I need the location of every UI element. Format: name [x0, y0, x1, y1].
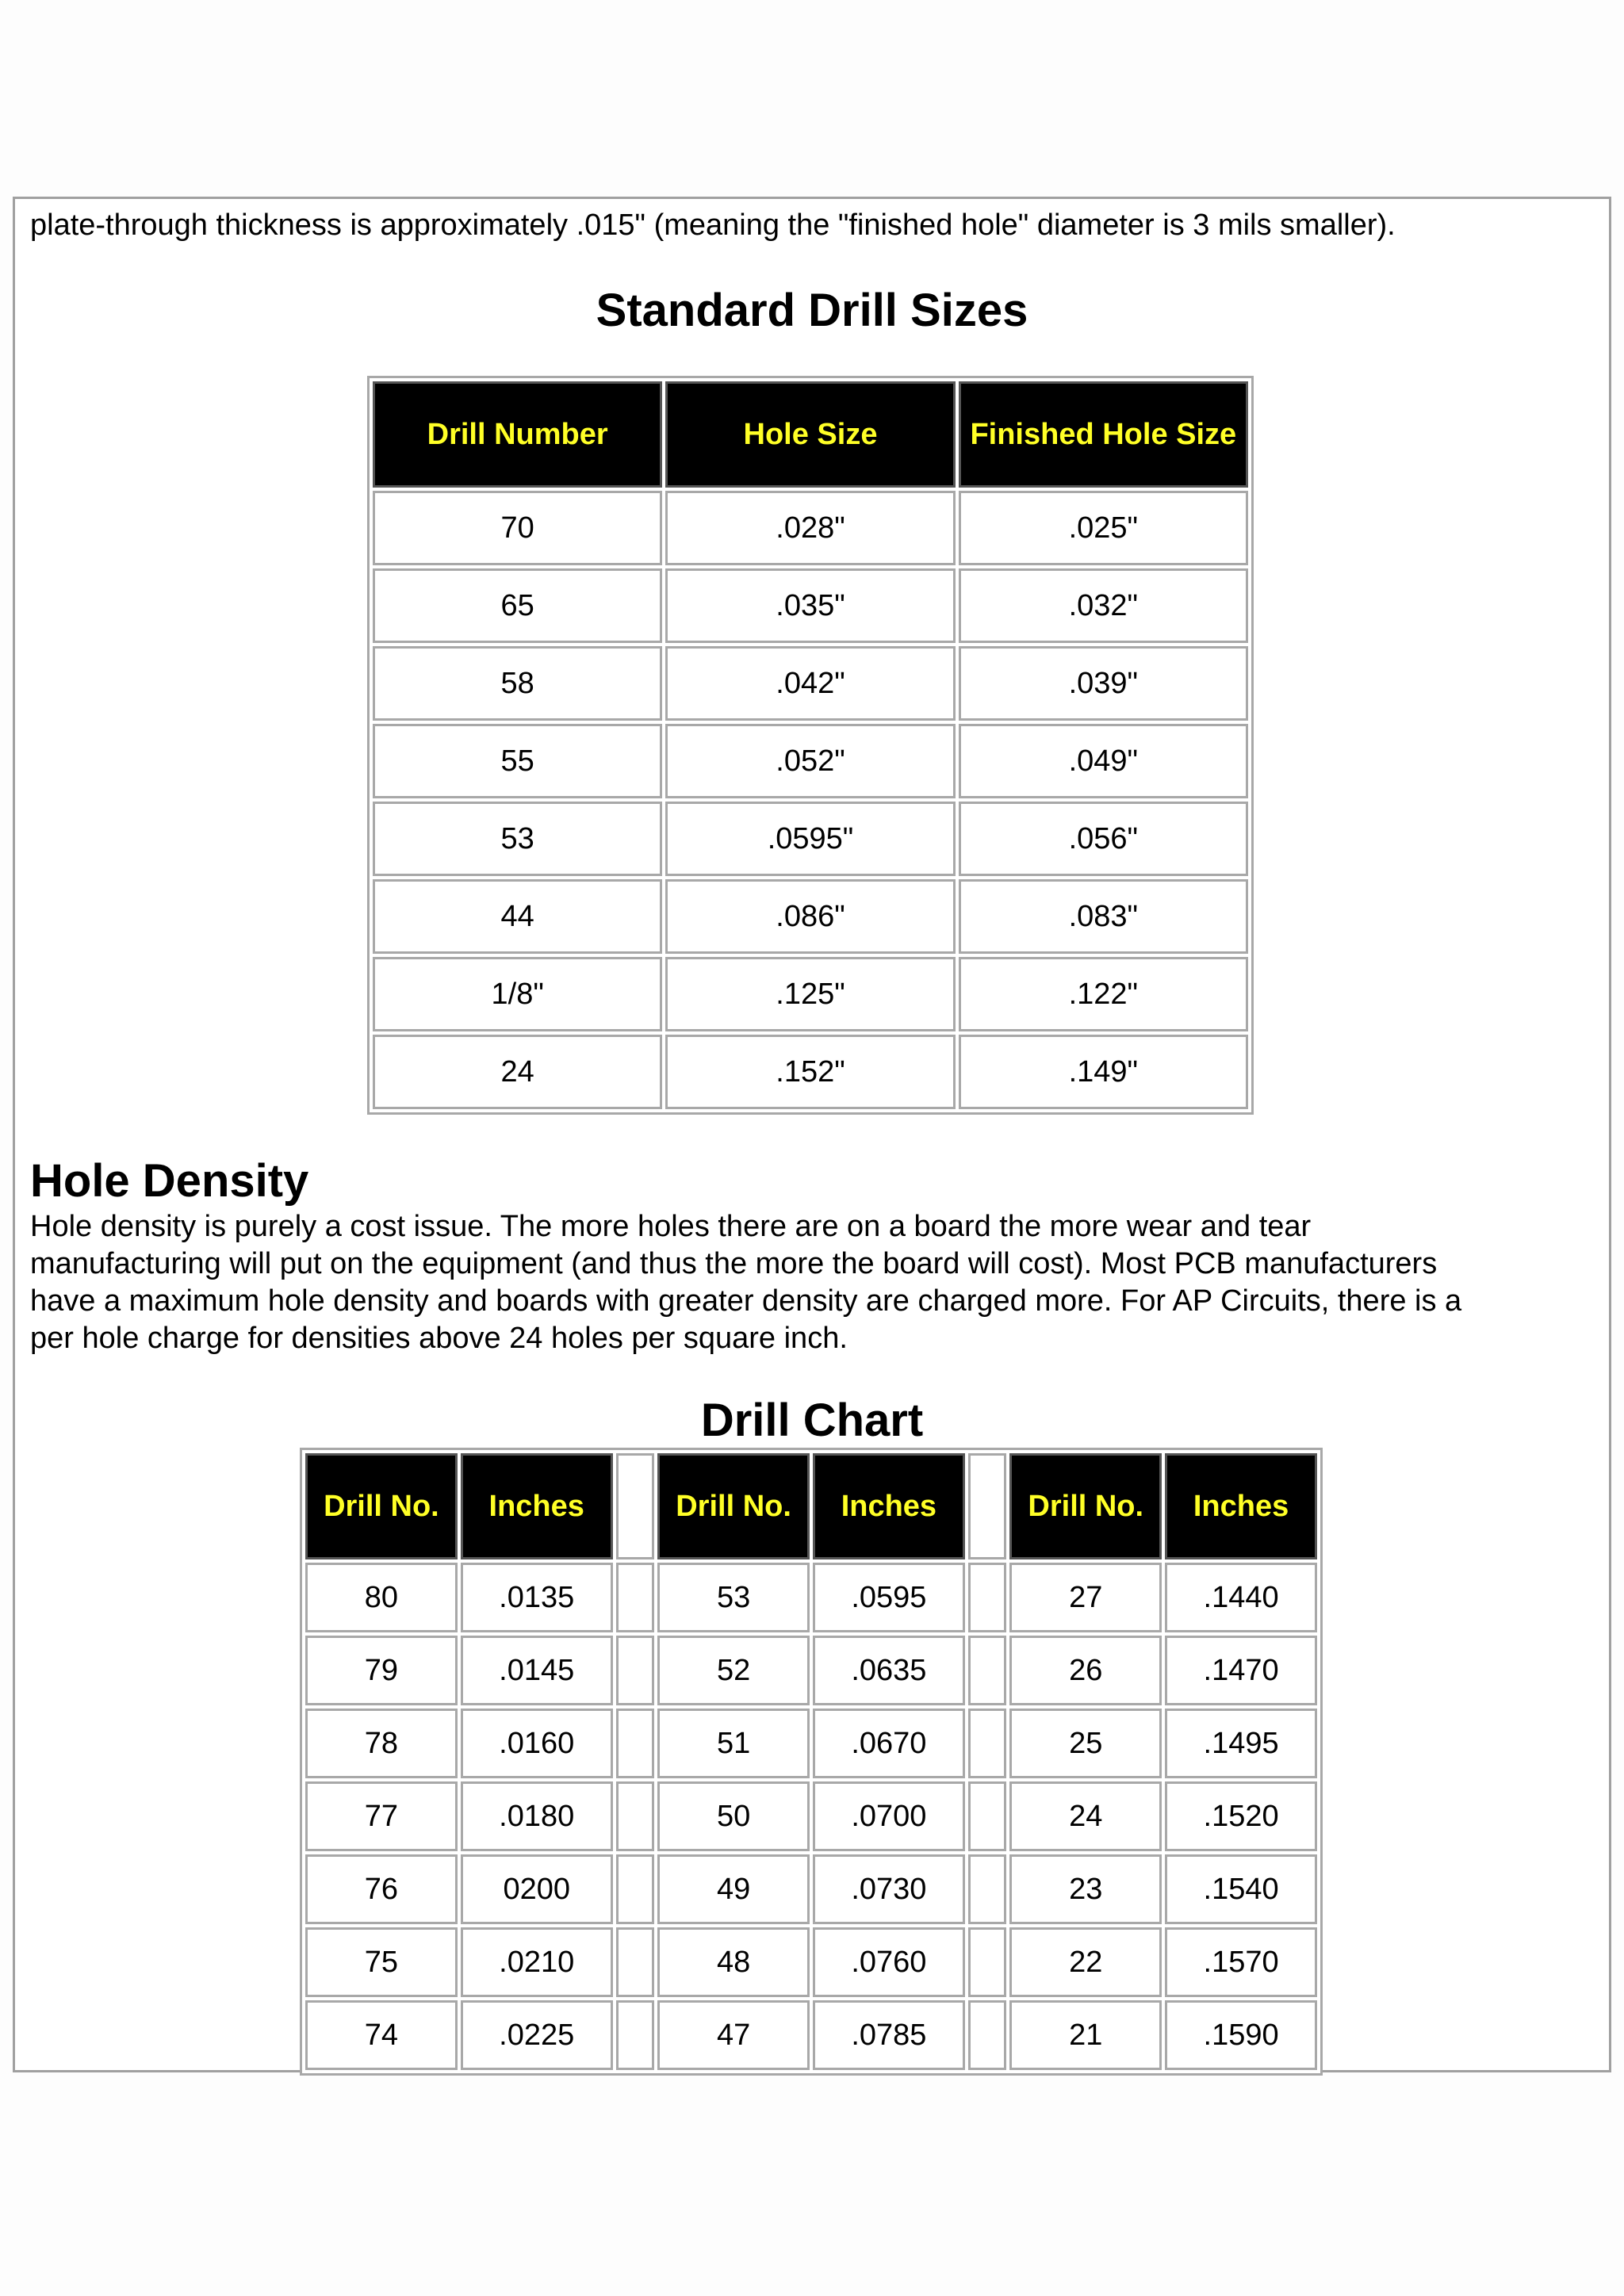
drill-no-cell: 49 — [657, 1854, 810, 1924]
drill-number-cell: 55 — [373, 724, 662, 798]
inches-cell: .0210 — [461, 1927, 613, 1997]
table-row — [373, 724, 1248, 798]
table-row — [305, 1854, 1317, 1924]
paragraph-line: per hole charge for densities above 24 holes per square inch. — [30, 1322, 848, 1355]
inches-cell: .0785 — [813, 2000, 965, 2070]
hole-size-cell: .125" — [665, 957, 955, 1031]
drill-no-cell: 51 — [657, 1709, 810, 1778]
inches-cell: .1540 — [1165, 1854, 1317, 1924]
inches-cell: .0700 — [813, 1781, 965, 1851]
table-header-row — [305, 1453, 1317, 1559]
drill-chart-title: Drill Chart — [700, 1395, 924, 1446]
paragraph-line: have a maximum hole density and boards with greater density are charged more. For AP Circuits, there is a — [30, 1284, 1462, 1318]
paragraph-line: Hole density is purely a cost issue. The more holes there are on a board the more wear and tear — [30, 1210, 1312, 1243]
drill-no-cell: 50 — [657, 1781, 810, 1851]
table-row — [305, 1709, 1317, 1778]
drill-number-cell: 53 — [373, 802, 662, 876]
hole-density-paragraph — [30, 1208, 1600, 1357]
drill-no-cell: 76 — [305, 1854, 458, 1924]
drill-no-cell: 27 — [1009, 1563, 1162, 1632]
inches-cell: .0225 — [461, 2000, 613, 2070]
inches-cell: .1570 — [1165, 1927, 1317, 1997]
spacer-cell — [968, 2000, 1007, 2070]
drill-no-cell: 21 — [1009, 2000, 1162, 2070]
spacer-cell — [616, 1563, 655, 1632]
drill-no-cell: 48 — [657, 1927, 810, 1997]
inches-cell: .0160 — [461, 1709, 613, 1778]
standard-drill-sizes-title: Standard Drill Sizes — [596, 285, 1028, 336]
finished-hole-size-cell: .056" — [959, 802, 1248, 876]
spacer-cell — [616, 1927, 655, 1997]
header-drill-no: Drill No. — [305, 1453, 458, 1559]
hole-size-cell: .086" — [665, 879, 955, 954]
spacer-cell — [616, 1709, 655, 1778]
header-spacer — [616, 1453, 655, 1559]
drill-no-cell: 78 — [305, 1709, 458, 1778]
paragraph-line: manufacturing will put on the equipment (and thus the more the board will cost). Most PCB manufacturers — [30, 1247, 1438, 1280]
hole-size-cell: .028" — [665, 491, 955, 565]
drill-no-cell: 53 — [657, 1563, 810, 1632]
finished-hole-size-cell: .149" — [959, 1035, 1248, 1109]
drill-no-cell: 22 — [1009, 1927, 1162, 1997]
inches-cell: .1495 — [1165, 1709, 1317, 1778]
drill-no-cell: 77 — [305, 1781, 458, 1851]
table-row — [373, 879, 1248, 954]
spacer-cell — [968, 1636, 1007, 1705]
hole-size-cell: .052" — [665, 724, 955, 798]
finished-hole-size-cell: .049" — [959, 724, 1248, 798]
spacer-cell — [968, 1709, 1007, 1778]
inches-cell: .0135 — [461, 1563, 613, 1632]
inches-cell: .1470 — [1165, 1636, 1317, 1705]
spacer-cell — [968, 1854, 1007, 1924]
inches-cell: .0760 — [813, 1927, 965, 1997]
drill-no-cell: 79 — [305, 1636, 458, 1705]
standard-drill-sizes-table — [367, 376, 1254, 1115]
spacer-cell — [616, 2000, 655, 2070]
drill-no-cell: 75 — [305, 1927, 458, 1997]
drill-no-cell: 52 — [657, 1636, 810, 1705]
inches-cell: .1440 — [1165, 1563, 1317, 1632]
table-row — [373, 957, 1248, 1031]
drill-no-cell: 80 — [305, 1563, 458, 1632]
table-row — [373, 491, 1248, 565]
hole-size-cell: .152" — [665, 1035, 955, 1109]
finished-hole-size-cell: .083" — [959, 879, 1248, 954]
table-row — [305, 2000, 1317, 2070]
inches-cell: .0730 — [813, 1854, 965, 1924]
header-drill-no: Drill No. — [657, 1453, 810, 1559]
header-hole-size: Hole Size — [665, 381, 955, 488]
drill-number-cell: 24 — [373, 1035, 662, 1109]
hole-size-cell: .0595" — [665, 802, 955, 876]
drill-number-cell: 1/8" — [373, 957, 662, 1031]
table-row — [305, 1636, 1317, 1705]
inches-cell: .0635 — [813, 1636, 965, 1705]
drill-no-cell: 25 — [1009, 1709, 1162, 1778]
spacer-cell — [616, 1636, 655, 1705]
finished-hole-size-cell: .122" — [959, 957, 1248, 1031]
table-row — [373, 1035, 1248, 1109]
inches-cell: 0200 — [461, 1854, 613, 1924]
drill-number-cell: 70 — [373, 491, 662, 565]
drill-no-cell: 26 — [1009, 1636, 1162, 1705]
inches-cell: .0595 — [813, 1563, 965, 1632]
header-inches: Inches — [1165, 1453, 1317, 1559]
table-row — [305, 1781, 1317, 1851]
header-finished-hole-size: Finished Hole Size — [959, 381, 1248, 488]
drill-chart-table — [300, 1448, 1323, 2076]
hole-size-cell: .042" — [665, 646, 955, 721]
spacer-cell — [616, 1854, 655, 1924]
spacer-cell — [968, 1927, 1007, 1997]
header-inches: Inches — [813, 1453, 965, 1559]
finished-hole-size-cell: .032" — [959, 568, 1248, 643]
spacer-cell — [968, 1563, 1007, 1632]
drill-no-cell: 74 — [305, 2000, 458, 2070]
header-spacer — [968, 1453, 1007, 1559]
spacer-cell — [616, 1781, 655, 1851]
inches-cell: .0145 — [461, 1636, 613, 1705]
inches-cell: .0670 — [813, 1709, 965, 1778]
header-drill-number: Drill Number — [373, 381, 662, 488]
table-row — [305, 1927, 1317, 1997]
drill-number-cell: 65 — [373, 568, 662, 643]
drill-no-cell: 47 — [657, 2000, 810, 2070]
inches-cell: .1520 — [1165, 1781, 1317, 1851]
finished-hole-size-cell: .025" — [959, 491, 1248, 565]
table-row — [373, 802, 1248, 876]
drill-number-cell: 44 — [373, 879, 662, 954]
hole-density-heading: Hole Density — [30, 1155, 309, 1207]
drill-no-cell: 23 — [1009, 1854, 1162, 1924]
intro-text: plate-through thickness is approximately .015" (meaning the "finished hole" diameter is 3 mils smaller). — [30, 209, 1396, 242]
inches-cell: .1590 — [1165, 2000, 1317, 2070]
table-row — [373, 568, 1248, 643]
drill-no-cell: 24 — [1009, 1781, 1162, 1851]
drill-number-cell: 58 — [373, 646, 662, 721]
hole-size-cell: .035" — [665, 568, 955, 643]
inches-cell: .0180 — [461, 1781, 613, 1851]
header-drill-no: Drill No. — [1009, 1453, 1162, 1559]
table-row — [373, 646, 1248, 721]
finished-hole-size-cell: .039" — [959, 646, 1248, 721]
header-inches: Inches — [461, 1453, 613, 1559]
spacer-cell — [968, 1781, 1007, 1851]
table-header-row — [373, 381, 1248, 488]
table-row — [305, 1563, 1317, 1632]
